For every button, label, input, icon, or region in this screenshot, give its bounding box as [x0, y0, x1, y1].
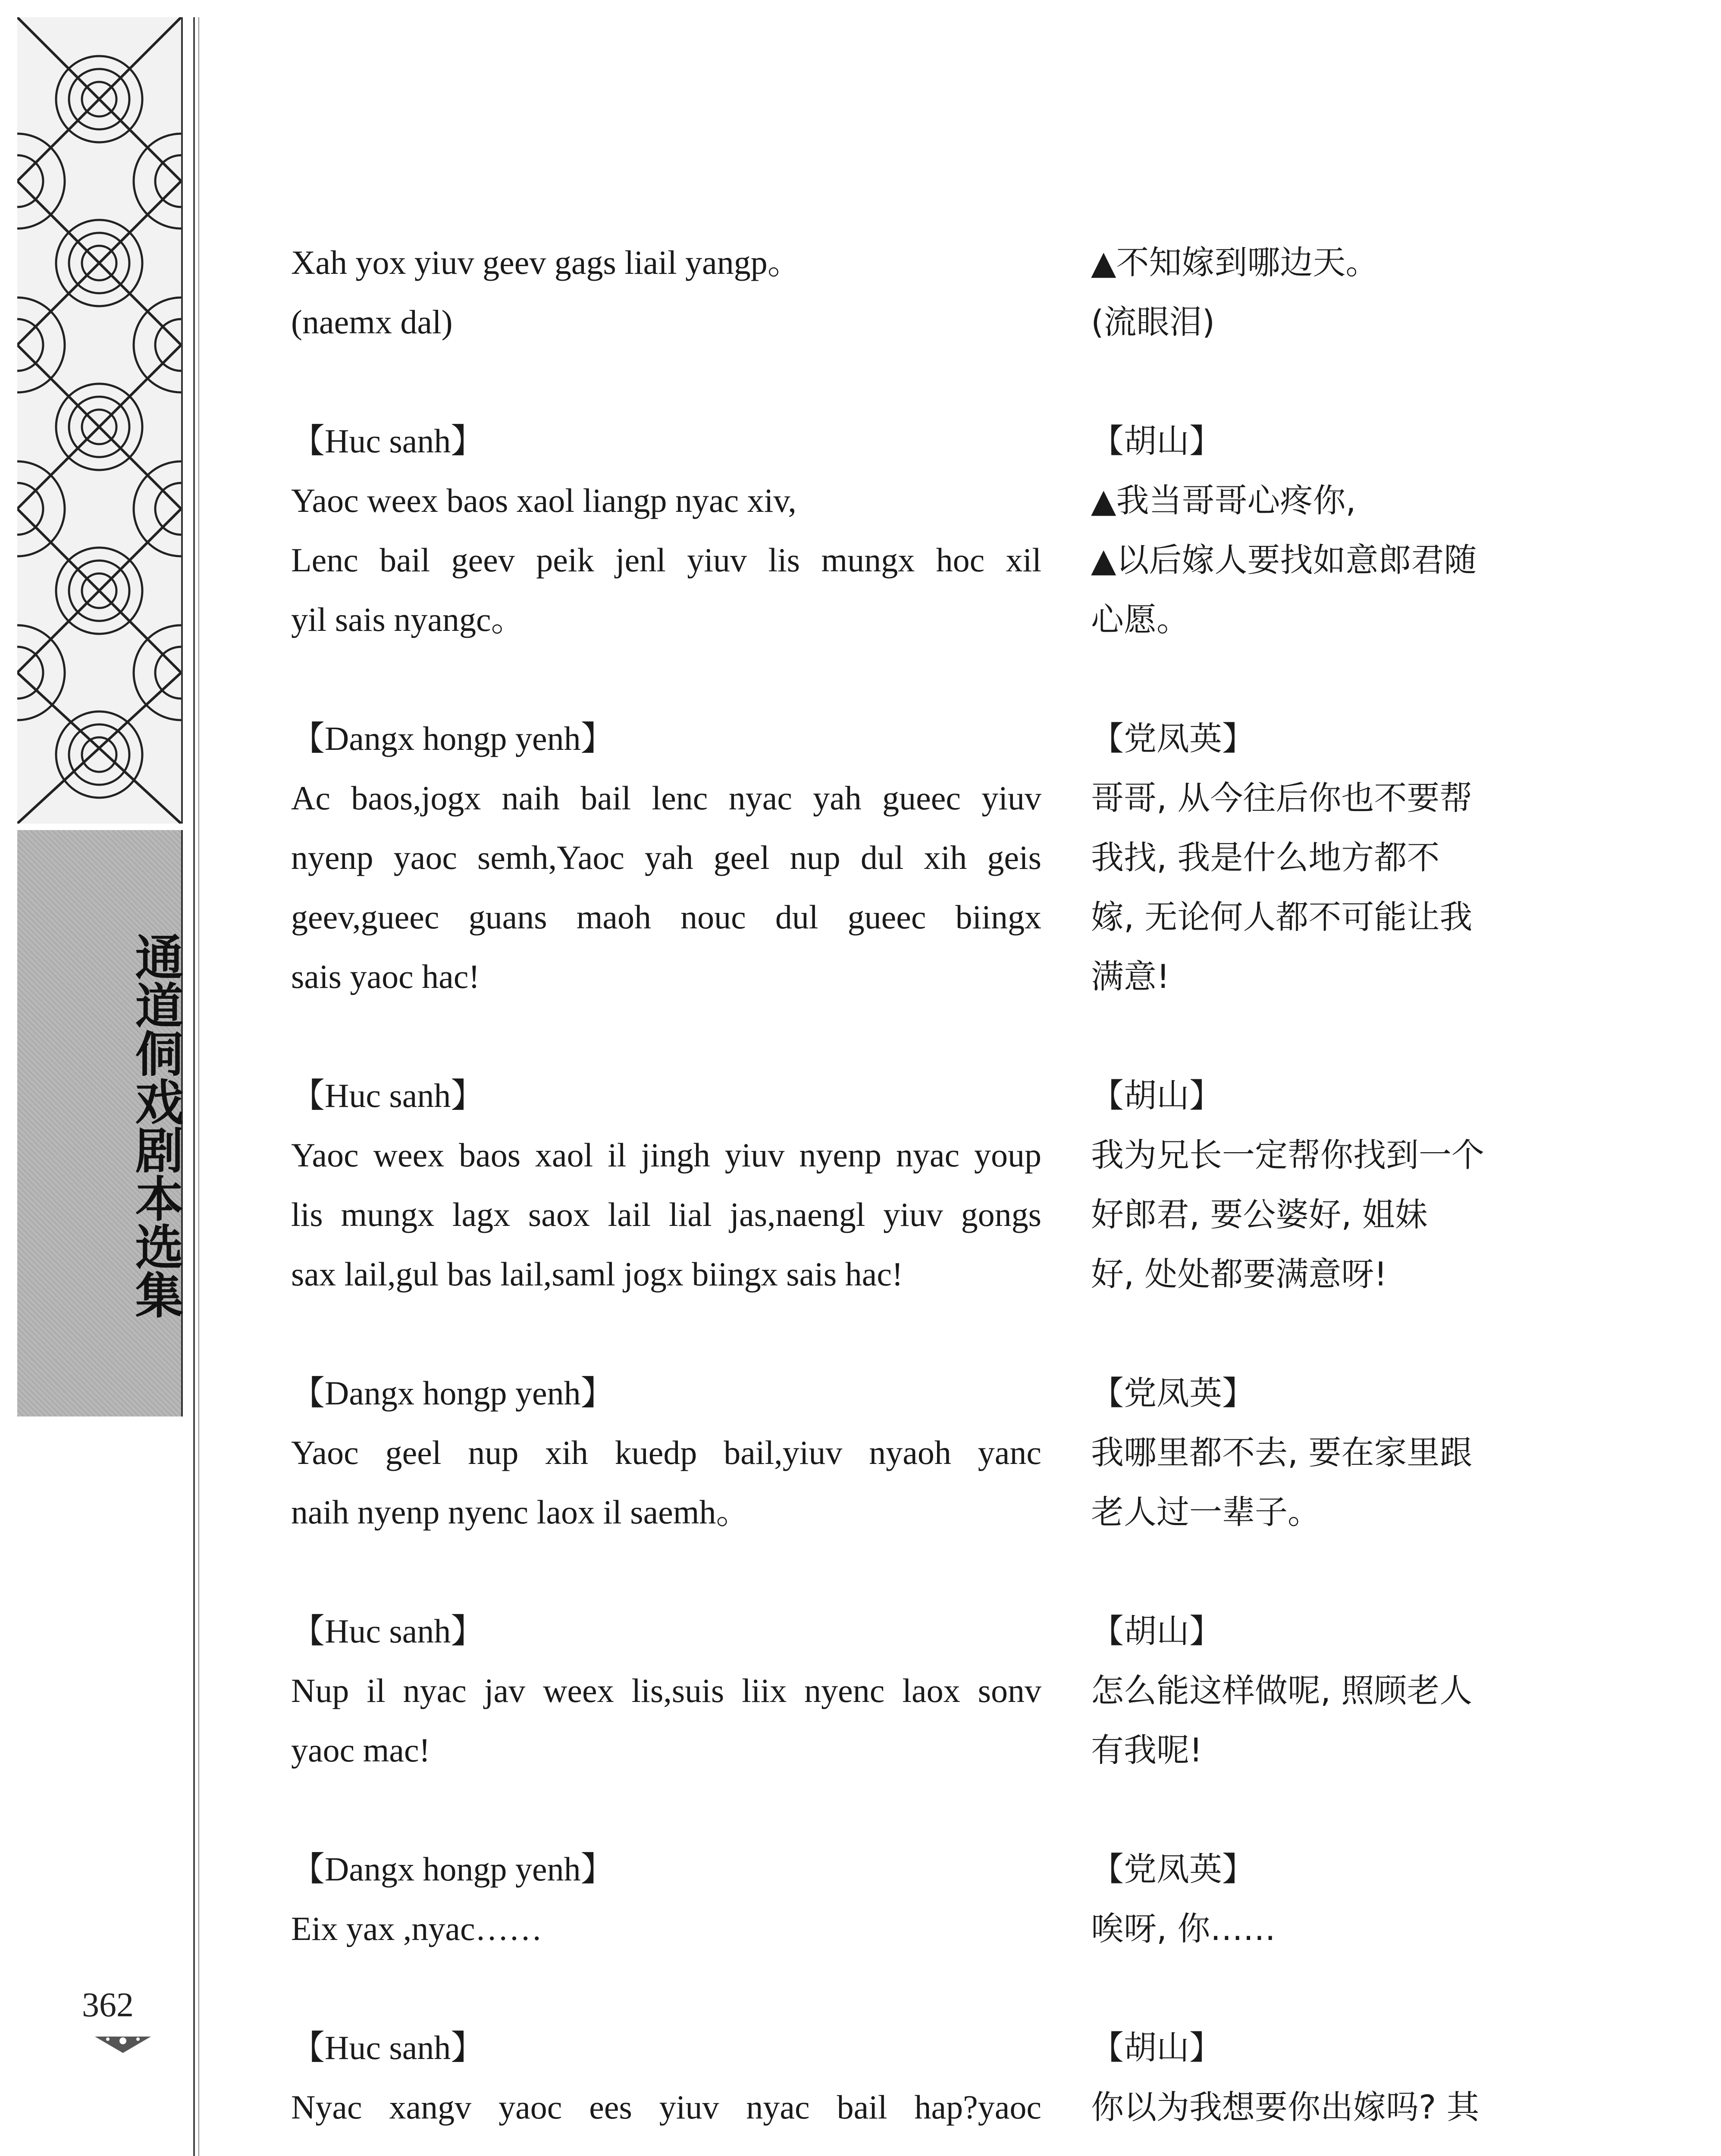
chinese-line: 嫁, 无论何人都不可能让我	[1091, 898, 1473, 936]
speaker-label: 【党凤英】	[1091, 1374, 1255, 1412]
speaker-label: 【Huc sanh】	[291, 422, 485, 460]
series-title: 通道侗戏剧本选集	[127, 932, 183, 1319]
speaker-label: 【党凤英】	[1091, 719, 1255, 758]
dialogue-block-dong	[291, 709, 1041, 1006]
dong-line: nyenp yaoc semh,Yaoc yah geel nup dul xih geis	[291, 839, 1041, 876]
dong-line: Ac baos,jogx naih bail lenc nyac yah gueec yiuv	[291, 779, 1041, 817]
dialogue-block-chinese	[1091, 1601, 1565, 1780]
dialogue-block-dong	[291, 233, 1041, 352]
dong-line: yaoc mac!	[291, 1731, 430, 1769]
page-ornament-icon	[91, 2033, 155, 2055]
dong-line: Xah yox yiuv geev gags liail yangp。	[291, 244, 801, 281]
dialogue-block-chinese	[1091, 233, 1565, 352]
dong-line: lis mungx lagx saox lail lial jas,naengl yiuv gongs	[291, 1196, 1041, 1233]
dong-line: Lenc bail geev peik jenl yiuv lis mungx hoc xil	[291, 541, 1041, 579]
dialogue-block-chinese	[1091, 1363, 1565, 1542]
chinese-line: ▲不知嫁到哪边天。	[1091, 243, 1379, 282]
chinese-text-column	[1091, 233, 1565, 2156]
dialogue-block-dong	[291, 1066, 1041, 1304]
dong-line: geev,gueec guans maoh nouc dul gueec biingx	[291, 898, 1041, 936]
chinese-line: 我找, 我是什么地方都不	[1091, 838, 1440, 877]
dialogue-block-chinese	[1091, 1839, 1565, 1959]
speaker-label: 【党凤英】	[1091, 1850, 1255, 1888]
dong-line: Yaoc weex baos xaol il jingh yiuv nyenp nyac youp	[291, 1136, 1041, 1174]
stage-direction: (naemx dal)	[291, 303, 453, 341]
dialogue-block-chinese	[1091, 2018, 1565, 2137]
dialogue-block-chinese	[1091, 1066, 1565, 1304]
chinese-line: 你以为我想要你出嫁吗? 其	[1091, 2088, 1480, 2126]
dong-line: naih nyenp nyenc laox il saemh。	[291, 1493, 750, 1531]
speaker-label: 【Dangx hongp yenh】	[291, 1374, 614, 1412]
dong-line: sais yaoc hac!	[291, 958, 480, 995]
dialogue-block-chinese	[1091, 709, 1565, 1006]
chinese-line: 老人过一辈子。	[1091, 1493, 1320, 1531]
chinese-line: 好, 处处都要满意呀!	[1091, 1255, 1387, 1293]
chinese-line: 我为兄长一定帮你找到一个	[1091, 1136, 1484, 1174]
speaker-label: 【胡山】	[1091, 422, 1222, 460]
dialogue-block-dong	[291, 2018, 1041, 2137]
cloud-pattern-graphic	[17, 17, 181, 824]
chinese-line: 好郎君, 要公婆好, 姐妹	[1091, 1195, 1428, 1234]
chinese-line: ▲我当哥哥心疼你,	[1091, 481, 1356, 520]
dong-text-column	[291, 233, 1041, 2156]
dialogue-block-dong	[291, 1601, 1041, 1780]
chinese-line: 有我呢!	[1091, 1731, 1203, 1769]
chinese-line: ▲以后嫁人要找如意郎君随	[1091, 541, 1477, 579]
dong-line: Eix yax ,nyac……	[291, 1910, 542, 1947]
dialogue-block-dong	[291, 1839, 1041, 1959]
dong-line: Yaoc geel nup xih kuedp bail,yiuv nyaoh yanc	[291, 1434, 1041, 1471]
dong-line: Nup il nyac jav weex lis,suis liix nyenc laox sonv	[291, 1672, 1041, 1709]
decorative-cloud-pattern	[17, 17, 183, 824]
chinese-line: 满意!	[1091, 957, 1170, 996]
speaker-label: 【Huc sanh】	[291, 1077, 485, 1114]
chinese-line: 心愿。	[1091, 600, 1189, 639]
dialogue-block-dong	[291, 411, 1041, 649]
speaker-label: 【Huc sanh】	[291, 2029, 485, 2066]
margin-divider-thin	[198, 17, 199, 2156]
speaker-label: 【胡山】	[1091, 1612, 1222, 1650]
dong-line: yil sais nyangc。	[291, 601, 525, 638]
speaker-label: 【胡山】	[1091, 2028, 1222, 2067]
chinese-line: 哥哥, 从今往后你也不要帮	[1091, 779, 1473, 817]
speaker-label: 【Dangx hongp yenh】	[291, 720, 614, 757]
speaker-label: 【胡山】	[1091, 1076, 1222, 1115]
stage-direction: (流眼泪)	[1091, 303, 1215, 341]
speaker-label: 【Dangx hongp yenh】	[291, 1850, 614, 1888]
dialogue-block-dong	[291, 1363, 1041, 1542]
margin-divider	[193, 17, 195, 2156]
chinese-line: 我哪里都不去, 要在家里跟	[1091, 1433, 1473, 1472]
dong-line: Yaoc weex baos xaol liangp nyac xiv,	[291, 482, 796, 519]
dong-line: sax lail,gul bas lail,saml jogx biingx sais hac!	[291, 1255, 903, 1293]
dialogue-block-chinese	[1091, 411, 1565, 649]
chinese-line: 唉呀, 你……	[1091, 1909, 1276, 1948]
speaker-label: 【Huc sanh】	[291, 1612, 485, 1650]
page-number: 362	[82, 1986, 134, 2024]
dong-line: Nyac xangv yaoc ees yiuv nyac bail hap?yaoc	[291, 2088, 1041, 2126]
chinese-line: 怎么能这样做呢, 照顾老人	[1091, 1671, 1473, 1710]
